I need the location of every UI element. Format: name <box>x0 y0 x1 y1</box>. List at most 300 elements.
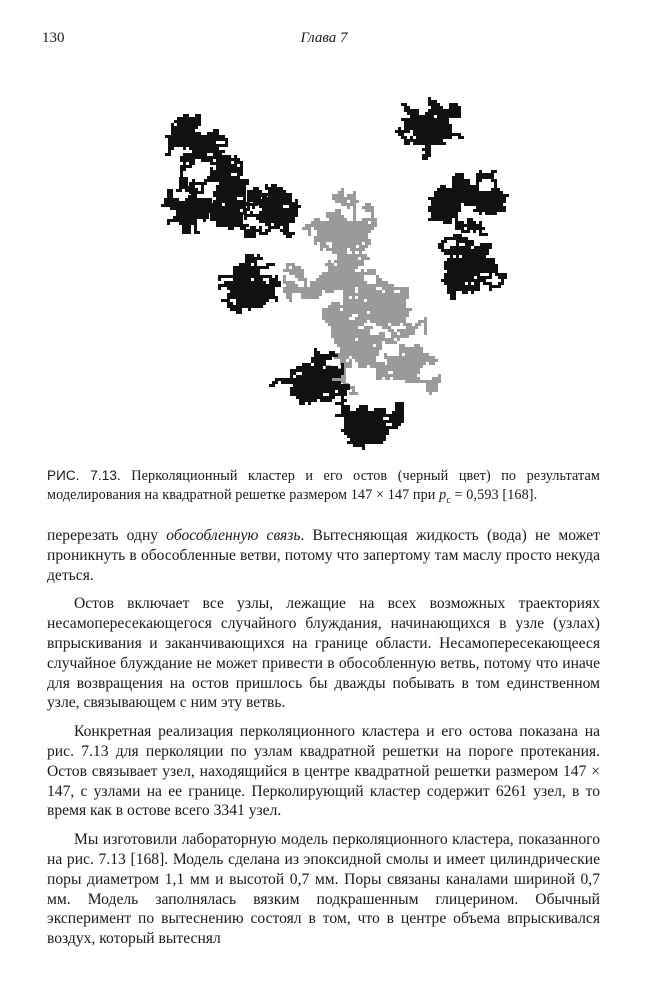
cluster-site <box>311 369 314 372</box>
cluster-site <box>323 375 326 378</box>
cluster-site <box>376 317 379 320</box>
cluster-site <box>350 224 353 227</box>
cluster-site <box>501 282 504 285</box>
cluster-site <box>410 124 413 127</box>
cluster-site <box>350 420 353 423</box>
cluster-site <box>370 305 373 308</box>
cluster-site <box>344 248 347 251</box>
cluster-site <box>200 213 203 216</box>
cluster-site <box>364 287 367 290</box>
cluster-site <box>367 329 370 332</box>
cluster-site <box>228 188 231 191</box>
cluster-site <box>359 420 362 423</box>
cluster-site <box>365 227 368 230</box>
cluster-site <box>239 284 242 287</box>
cluster-site <box>419 115 422 118</box>
cluster-site <box>401 420 404 423</box>
cluster-site <box>483 246 486 249</box>
cluster-site <box>407 109 410 112</box>
cluster-site <box>323 354 326 357</box>
cluster-site <box>290 393 293 396</box>
cluster-site <box>302 363 305 366</box>
cluster-site <box>373 356 376 359</box>
cluster-site <box>338 402 341 405</box>
cluster-site <box>186 141 189 144</box>
cluster-site <box>228 218 231 221</box>
cluster-site <box>364 329 367 332</box>
cluster-site <box>200 204 203 207</box>
cluster-site <box>280 223 283 226</box>
cluster-site <box>428 206 431 209</box>
cluster-site <box>222 170 225 173</box>
cluster-site <box>207 141 210 144</box>
cluster-site <box>458 182 461 185</box>
cluster-site <box>180 168 183 171</box>
cluster-site <box>365 236 368 239</box>
cluster-site <box>417 359 420 362</box>
cluster-site <box>440 133 443 136</box>
cluster-site <box>461 230 464 233</box>
cluster-site <box>305 384 308 387</box>
cluster-site <box>219 221 222 224</box>
cluster-site <box>341 372 344 375</box>
cluster-site <box>417 362 420 365</box>
cluster-site <box>399 371 402 374</box>
cluster-site <box>414 347 417 350</box>
cluster-site <box>311 375 314 378</box>
paragraph-4: Мы изготовили лабораторную модель перколяционного кластера, показанного на рис. 7.13 [168]. Модель сделана из эпоксидной смолы и имеет цилиндрические поры диаметром 1,1 мм и высотой 0,7 мм. Поры связаны каналами шириной 0,7 мм. Модель заполнялась вязким подкрашенным глицерином. Обычный эксперимент по вытеснению состоял в том, что в центре объема впрыскивался воздух, который вытеснял <box>47 831 600 948</box>
cluster-site <box>494 197 497 200</box>
cluster-site <box>404 121 407 124</box>
cluster-site <box>452 106 455 109</box>
cluster-site <box>382 320 385 323</box>
cluster-site <box>189 165 192 168</box>
cluster-site <box>212 210 215 213</box>
cluster-site <box>391 311 394 314</box>
cluster-site <box>434 191 437 194</box>
cluster-site <box>350 438 353 441</box>
cluster-site <box>352 338 355 341</box>
cluster-site <box>399 356 402 359</box>
cluster-site <box>411 362 414 365</box>
cluster-site <box>365 426 368 429</box>
cluster-site <box>316 290 319 293</box>
cluster-site <box>376 353 379 356</box>
cluster-site <box>216 165 219 168</box>
cluster-site <box>233 278 236 281</box>
cluster-site <box>289 205 292 208</box>
cluster-site <box>319 293 322 296</box>
cluster-site <box>453 273 456 276</box>
cluster-site <box>338 381 341 384</box>
cluster-site <box>197 204 200 207</box>
cluster-site <box>346 344 349 347</box>
cluster-site <box>233 305 236 308</box>
cluster-site <box>483 255 486 258</box>
cluster-site <box>319 281 322 284</box>
cluster-site <box>185 210 188 213</box>
cluster-site <box>387 362 390 365</box>
cluster-site <box>343 311 346 314</box>
cluster-site <box>452 185 455 188</box>
cluster-site <box>399 368 402 371</box>
cluster-site <box>257 284 260 287</box>
cluster-site <box>239 269 242 272</box>
cluster-site <box>458 106 461 109</box>
cluster-site <box>338 236 341 239</box>
cluster-site <box>365 230 368 233</box>
cluster-site <box>437 115 440 118</box>
cluster-site <box>353 191 356 194</box>
cluster-site <box>362 411 365 414</box>
cluster-site <box>400 287 403 290</box>
cluster-site <box>326 245 329 248</box>
cluster-site <box>287 378 290 381</box>
cluster-site <box>343 266 346 269</box>
cluster-site <box>259 211 262 214</box>
cluster-site <box>219 170 222 173</box>
cluster-site <box>455 203 458 206</box>
cluster-site <box>198 135 201 138</box>
cluster-site <box>444 240 447 243</box>
cluster-site <box>352 293 355 296</box>
cluster-site <box>417 377 420 380</box>
cluster-site <box>305 375 308 378</box>
cluster-site <box>414 350 417 353</box>
cluster-site <box>477 270 480 273</box>
cluster-site <box>343 344 346 347</box>
cluster-site <box>228 155 231 158</box>
cluster-site <box>358 254 361 257</box>
cluster-site <box>248 308 251 311</box>
cluster-site <box>422 139 425 142</box>
cluster-site <box>352 386 355 389</box>
cluster-site <box>170 192 173 195</box>
cluster-site <box>446 127 449 130</box>
cluster-site <box>206 210 209 213</box>
cluster-site <box>385 305 388 308</box>
cluster-site <box>396 365 399 368</box>
cluster-site <box>350 203 353 206</box>
cluster-site <box>191 210 194 213</box>
cluster-site <box>419 142 422 145</box>
cluster-site <box>492 264 495 267</box>
cluster-site <box>174 135 177 138</box>
cluster-site <box>403 332 406 335</box>
cluster-site <box>201 135 204 138</box>
cluster-site <box>188 216 191 219</box>
cluster-site <box>228 200 231 203</box>
cluster-site <box>408 380 411 383</box>
cluster-site <box>494 185 497 188</box>
cluster-site <box>239 311 242 314</box>
cluster-site <box>299 378 302 381</box>
cluster-site <box>168 138 171 141</box>
cluster-site <box>219 150 222 153</box>
cluster-site <box>320 363 323 366</box>
cluster-site <box>431 142 434 145</box>
cluster-site <box>398 408 401 411</box>
cluster-site <box>213 194 216 197</box>
cluster-site <box>352 263 355 266</box>
cluster-site <box>338 393 341 396</box>
cluster-site <box>377 432 380 435</box>
cluster-site <box>453 276 456 279</box>
cluster-site <box>479 209 482 212</box>
cluster-site <box>182 183 185 186</box>
cluster-site <box>227 293 230 296</box>
cluster-site <box>417 368 420 371</box>
cluster-site <box>346 329 349 332</box>
cluster-site <box>379 377 382 380</box>
cluster-site <box>328 311 331 314</box>
cluster-site <box>200 210 203 213</box>
cluster-site <box>206 201 209 204</box>
cluster-site <box>352 347 355 350</box>
cluster-site <box>185 216 188 219</box>
cluster-site <box>465 243 468 246</box>
cluster-site <box>325 281 328 284</box>
cluster-site <box>446 218 449 221</box>
cluster-site <box>403 308 406 311</box>
cluster-site <box>259 217 262 220</box>
cluster-site <box>296 387 299 390</box>
cluster-site <box>243 191 246 194</box>
cluster-site <box>359 248 362 251</box>
cluster-site <box>243 182 246 185</box>
cluster-site <box>195 123 198 126</box>
cluster-site <box>185 201 188 204</box>
cluster-site <box>414 353 417 356</box>
cluster-site <box>404 109 407 112</box>
cluster-site <box>413 130 416 133</box>
cluster-site <box>277 193 280 196</box>
cluster-site <box>390 362 393 365</box>
cluster-site <box>341 218 344 221</box>
cluster-site <box>188 225 191 228</box>
cluster-site <box>314 221 317 224</box>
cluster-site <box>290 378 293 381</box>
cluster-site <box>347 194 350 197</box>
cluster-site <box>314 363 317 366</box>
cluster-site <box>370 320 373 323</box>
cluster-site <box>337 257 340 260</box>
cluster-site <box>349 347 352 350</box>
cluster-site <box>370 272 373 275</box>
cluster-site <box>411 368 414 371</box>
cluster-site <box>473 200 476 203</box>
cluster-site <box>201 144 204 147</box>
cluster-site <box>325 317 328 320</box>
cluster-site <box>349 392 352 395</box>
cluster-site <box>406 326 409 329</box>
cluster-site <box>450 255 453 258</box>
cluster-site <box>349 254 352 257</box>
cluster-site <box>314 381 317 384</box>
cluster-site <box>449 133 452 136</box>
cluster-site <box>269 263 272 266</box>
cluster-site <box>404 124 407 127</box>
cluster-site <box>352 287 355 290</box>
cluster-site <box>310 281 313 284</box>
cluster-site <box>453 249 456 252</box>
cluster-site <box>349 362 352 365</box>
cluster-site <box>280 208 283 211</box>
cluster-site <box>367 326 370 329</box>
cluster-site <box>367 353 370 356</box>
cluster-site <box>361 275 364 278</box>
cluster-site <box>479 191 482 194</box>
cluster-site <box>301 269 304 272</box>
cluster-site <box>301 275 304 278</box>
cluster-site <box>245 263 248 266</box>
cluster-site <box>383 438 386 441</box>
cluster-site <box>296 369 299 372</box>
cluster-site <box>268 208 271 211</box>
cluster-site <box>283 211 286 214</box>
cluster-site <box>268 196 271 199</box>
cluster-site <box>283 193 286 196</box>
cluster-site <box>314 242 317 245</box>
cluster-site <box>396 377 399 380</box>
cluster-site <box>335 387 338 390</box>
cluster-site <box>183 162 186 165</box>
cluster-site <box>350 236 353 239</box>
cluster-site <box>167 198 170 201</box>
cluster-site <box>283 269 286 272</box>
cluster-site <box>320 384 323 387</box>
cluster-site <box>289 208 292 211</box>
cluster-site <box>275 299 278 302</box>
cluster-site <box>456 270 459 273</box>
cluster-site <box>362 429 365 432</box>
cluster-site <box>347 417 350 420</box>
cluster-site <box>236 299 239 302</box>
cluster-site <box>412 332 415 335</box>
cluster-site <box>361 308 364 311</box>
cluster-site <box>470 188 473 191</box>
cluster-site <box>248 272 251 275</box>
cluster-site <box>262 208 265 211</box>
cluster-site <box>323 369 326 372</box>
cluster-site <box>186 165 189 168</box>
cluster-site <box>206 213 209 216</box>
cluster-site <box>380 417 383 420</box>
cluster-site <box>210 156 213 159</box>
cluster-site <box>438 380 441 383</box>
cluster-site <box>289 220 292 223</box>
cluster-site <box>416 136 419 139</box>
cluster-site <box>383 408 386 411</box>
cluster-site <box>239 272 242 275</box>
cluster-site <box>461 179 464 182</box>
cluster-site <box>437 209 440 212</box>
cluster-site <box>452 209 455 212</box>
cluster-site <box>341 203 344 206</box>
cluster-site <box>289 263 292 266</box>
cluster-site <box>332 390 335 393</box>
cluster-site <box>382 287 385 290</box>
cluster-site <box>413 121 416 124</box>
cluster-site <box>335 248 338 251</box>
cluster-site <box>479 200 482 203</box>
cluster-site <box>302 384 305 387</box>
cluster-site <box>495 270 498 273</box>
cluster-site <box>188 201 191 204</box>
cluster-site <box>443 215 446 218</box>
cluster-site <box>437 109 440 112</box>
cluster-site <box>346 362 349 365</box>
cluster-site <box>329 372 332 375</box>
cluster-site <box>374 441 377 444</box>
cluster-site <box>250 235 253 238</box>
cluster-site <box>491 206 494 209</box>
cluster-site <box>431 218 434 221</box>
cluster-site <box>358 296 361 299</box>
cluster-site <box>237 185 240 188</box>
cluster-site <box>379 308 382 311</box>
cluster-site <box>450 288 453 291</box>
cluster-site <box>265 205 268 208</box>
cluster-site <box>377 435 380 438</box>
cluster-site <box>340 329 343 332</box>
cluster-site <box>334 326 337 329</box>
cluster-site <box>401 103 404 106</box>
cluster-site <box>401 414 404 417</box>
cluster-site <box>393 377 396 380</box>
cluster-site <box>239 308 242 311</box>
cluster-site <box>456 255 459 258</box>
cluster-site <box>204 147 207 150</box>
cluster-site <box>458 224 461 227</box>
cluster-site <box>459 264 462 267</box>
cluster-site <box>227 281 230 284</box>
cluster-site <box>329 375 332 378</box>
cluster-site <box>394 314 397 317</box>
cluster-site <box>384 371 387 374</box>
cluster-site <box>296 378 299 381</box>
cluster-site <box>480 249 483 252</box>
cluster-site <box>431 197 434 200</box>
cluster-site <box>443 200 446 203</box>
cluster-site <box>176 204 179 207</box>
cluster-site <box>455 109 458 112</box>
cluster-site <box>344 245 347 248</box>
cluster-site <box>335 209 338 212</box>
cluster-site <box>352 257 355 260</box>
cluster-site <box>302 396 305 399</box>
cluster-site <box>242 296 245 299</box>
cluster-site <box>283 275 286 278</box>
cluster-site <box>335 230 338 233</box>
cluster-site <box>231 164 234 167</box>
cluster-site <box>231 209 234 212</box>
cluster-site <box>259 214 262 217</box>
cluster-site <box>344 233 347 236</box>
cluster-site <box>188 222 191 225</box>
cluster-site <box>426 356 429 359</box>
cluster-site <box>243 179 246 182</box>
cluster-site <box>207 176 210 179</box>
cluster-site <box>262 211 265 214</box>
cluster-site <box>479 203 482 206</box>
cluster-site <box>332 194 335 197</box>
cluster-site <box>268 199 271 202</box>
cluster-site <box>347 435 350 438</box>
cluster-site <box>343 263 346 266</box>
cluster-site <box>343 377 346 380</box>
cluster-site <box>213 200 216 203</box>
